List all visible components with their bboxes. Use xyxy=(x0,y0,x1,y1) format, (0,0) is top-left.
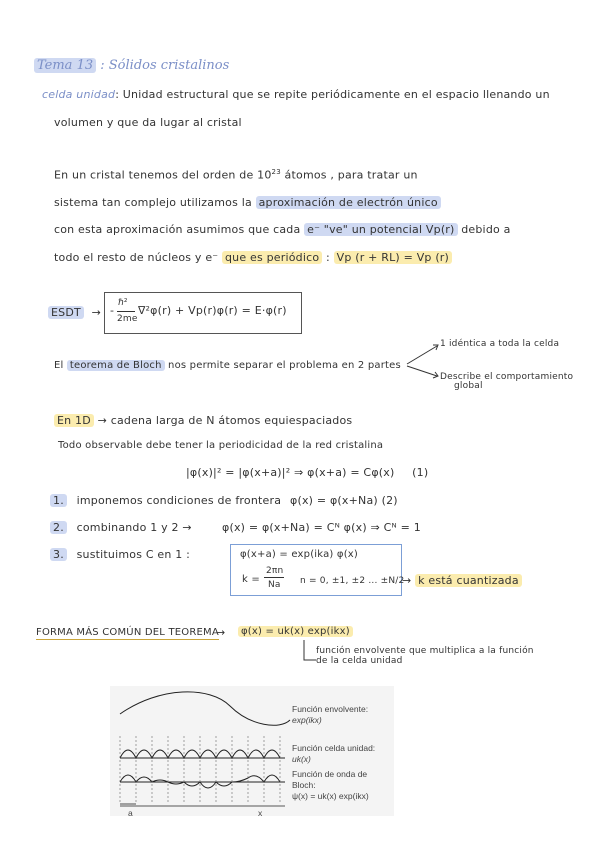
step-3-n: n = 0, ±1, ±2 ... ±N/2 xyxy=(300,576,405,586)
bloch-part2b: global xyxy=(454,381,483,391)
para1-line3 xyxy=(54,223,511,236)
page-title xyxy=(34,58,229,73)
oned-eq1-text: |φ(x)|² = |φ(x+a)|² ⇒ φ(x+a) = Cφ(x) xyxy=(186,466,395,479)
step-3-num: 3. xyxy=(50,548,67,561)
para1-l1sup: 23 xyxy=(271,168,281,176)
celda-line2: volumen y que da lugar al cristal xyxy=(54,116,242,129)
para1-line2 xyxy=(54,196,441,209)
celda-line1: : Unidad estructural que se repite periódicamente en el espacio llenando un xyxy=(115,88,550,101)
step-3-result-text: k está cuantizada xyxy=(415,574,522,587)
esdt-arrow: → xyxy=(91,306,102,319)
step-3-result: → k está cuantizada xyxy=(402,574,522,587)
para1-line1 xyxy=(54,168,418,182)
title-text: Sólidos cristalinos xyxy=(108,58,230,73)
fig-label2b: uk(x) xyxy=(292,754,311,764)
para1-l1a: En un cristal tenemos del orden de 10 xyxy=(54,168,272,182)
para1-l3hl: e⁻ "ve" un potencial Vp(r) xyxy=(304,223,457,236)
bloch-hl: teorema de Bloch xyxy=(67,360,165,371)
forma-eq xyxy=(238,626,353,637)
esdt-minus: - xyxy=(110,304,115,317)
step-1 xyxy=(50,494,281,507)
oned-line xyxy=(54,414,352,427)
forma-eq-text: φ(x) = uk(x) exp(ikx) xyxy=(238,626,353,637)
para1-l2a: sistema tan complejo utilizamos la xyxy=(54,196,256,209)
step-3-eq-a: φ(x+a) = exp(ika) φ(x) xyxy=(240,549,359,560)
oned-observ: Todo observable debe tener la periodicidad de la red cristalina xyxy=(58,440,384,451)
celda-definition xyxy=(42,88,550,101)
fig-tick-a: a xyxy=(128,808,133,818)
step-3-k-bar xyxy=(264,577,284,578)
step-2-eq: φ(x) = φ(x+Na) = Cᴺ φ(x) ⇒ Cᴺ = 1 xyxy=(222,521,421,534)
step-1-eq: φ(x) = φ(x+Na) (2) xyxy=(290,494,398,507)
bloch-part1: 1 idéntica a toda la celda xyxy=(440,339,560,349)
step-2-num: 2. xyxy=(50,521,67,534)
step-3-eq-k: k = xyxy=(242,574,260,585)
oned-eq1-num: (1) xyxy=(412,466,429,479)
step-3-knum: 2πn xyxy=(266,566,284,576)
esdt-den: 2me xyxy=(117,314,138,324)
step-1-text: imponemos condiciones de frontera xyxy=(76,494,282,507)
para1-l4hl: que es periódico xyxy=(222,251,322,264)
title-sep: : xyxy=(100,58,105,73)
esdt-rest: ∇²φ(r) + Vp(r)φ(r) = E·φ(r) xyxy=(138,304,287,317)
oned-text: → cadena larga de N átomos equiespaciados xyxy=(97,414,353,427)
oned-hl: En 1D xyxy=(54,414,94,427)
esdt-label: ESDT xyxy=(48,306,84,319)
para1-l3a: con esta aproximación asumimos que cada xyxy=(54,223,305,236)
step-3 xyxy=(50,548,190,561)
bloch-pre: El xyxy=(54,360,67,371)
title-prefix: Tema 13 xyxy=(34,58,96,73)
forma-note1: función envolvente que multiplica a la función xyxy=(316,646,534,656)
para1-l3b: debido a xyxy=(457,223,511,236)
para1-l4b: : xyxy=(322,251,334,264)
fig-label3a: Función de onda de xyxy=(292,769,368,779)
celda-label: celda unidad xyxy=(42,88,116,101)
fig-label1a: Función envolvente: xyxy=(292,704,369,714)
bloch-line xyxy=(54,360,401,371)
bloch-part2a: Describe el comportamiento xyxy=(440,372,574,382)
para1-l4hl2: Vp (r + RL) = Vp (r) xyxy=(334,251,452,264)
step-3-kden: Na xyxy=(268,580,281,590)
fig-label1b: exp(ikx) xyxy=(292,715,322,725)
fig-label3c: ψ(x) = uk(x) exp(ikx) xyxy=(292,791,369,801)
step-3-text: sustituimos C en 1 : xyxy=(76,548,191,561)
oned-eq1 xyxy=(186,466,428,479)
forma-label: FORMA MÁS COMÚN DEL TEOREMA xyxy=(36,627,219,638)
para1-l1b: átomos , para tratar un xyxy=(280,168,418,182)
forma-note2: de la celda unidad xyxy=(316,656,403,666)
fig-label2a: Función celda unidad: xyxy=(292,743,376,753)
step-2 xyxy=(50,521,192,534)
esdt-row xyxy=(48,306,101,319)
step-1-num: 1. xyxy=(50,494,67,507)
step-2-text: combinando 1 y 2 → xyxy=(76,521,192,534)
fig-tick-x: x xyxy=(258,808,263,818)
bloch-branch-arrows xyxy=(405,340,445,380)
para1-line4 xyxy=(54,251,452,264)
fig-label3b: Bloch: xyxy=(292,780,316,790)
esdt-num: ℏ² xyxy=(118,298,128,308)
bloch-post: nos permite separar el problema en 2 partes xyxy=(164,360,401,371)
para1-l2hl: aproximación de electrón único xyxy=(256,196,441,209)
para1-l4a: todo el resto de núcleos y e⁻ xyxy=(54,251,222,264)
forma-arrow: → xyxy=(216,626,226,639)
esdt-fraction-bar xyxy=(117,311,135,312)
